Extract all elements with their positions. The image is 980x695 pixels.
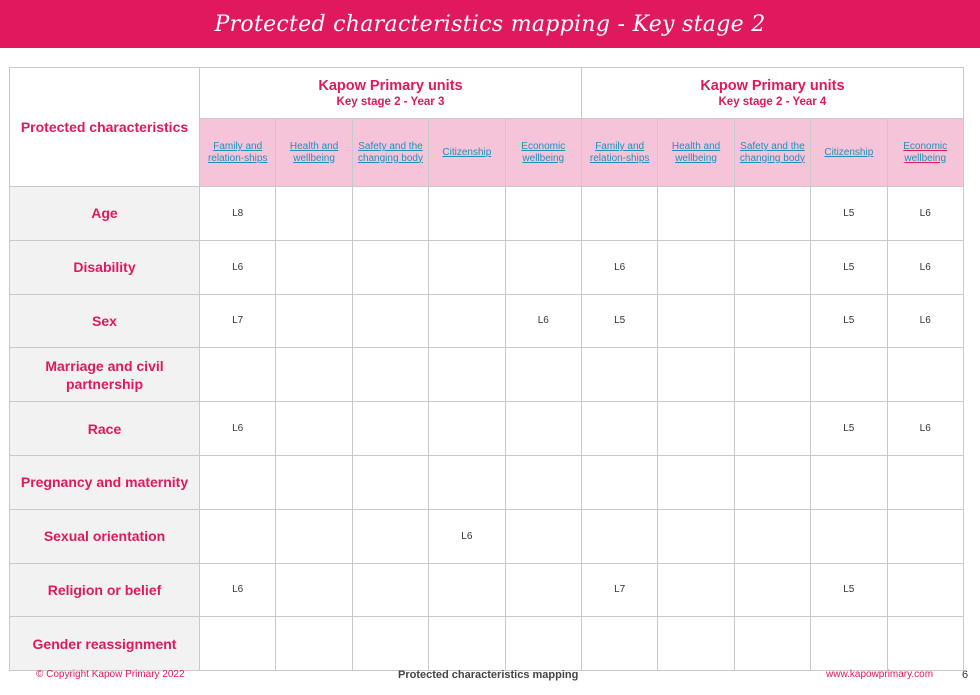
lesson-cell [429,348,505,402]
lesson-cell [734,187,810,241]
year-3-stage: Key stage 2 - [336,95,411,108]
lesson-cell [505,563,581,617]
lesson-cell [429,402,505,456]
year-4-stage-line [582,95,963,109]
row-label: Age [10,187,200,241]
characteristics-mapping-table [9,67,964,671]
year-4-units-title: Kapow Primary units [700,77,845,94]
row-label: Sexual orientation [10,509,200,563]
lesson-cell [429,563,505,617]
lesson-cell [276,294,352,348]
lesson-cell [276,455,352,509]
subject-header-y3-citizenship[interactable] [429,119,505,187]
row-label: Sex [10,294,200,348]
subject-link[interactable]: Family and relation-ships [589,141,650,164]
table-row [10,563,964,617]
lesson-cell [276,563,352,617]
lesson-cell [429,617,505,671]
subject-header-y3-safety[interactable] [352,119,428,187]
subject-header-y4-safety[interactable] [734,119,810,187]
lesson-cell [887,348,963,402]
lesson-cell: L5 [811,402,887,456]
row-label: Race [10,402,200,456]
lesson-cell [505,455,581,509]
subject-link[interactable]: Citizenship [824,146,874,158]
table-row [10,402,964,456]
lesson-cell: L6 [200,563,276,617]
lesson-cell [200,617,276,671]
lesson-cell [887,563,963,617]
lesson-cell [658,455,734,509]
footer-website-link[interactable]: www.kapowprimary.com [826,669,934,680]
lesson-cell [352,240,428,294]
lesson-cell: L5 [581,294,657,348]
row-label: Gender reassignment [10,617,200,671]
lesson-cell: L5 [811,294,887,348]
lesson-cell: L6 [887,187,963,241]
lesson-cell [352,402,428,456]
subject-header-y4-family[interactable] [581,119,657,187]
lesson-cell [811,348,887,402]
lesson-cell [734,455,810,509]
lesson-cell [352,455,428,509]
lesson-cell: L5 [811,240,887,294]
year-4-label: Year 4 [792,95,827,108]
lesson-cell [658,563,734,617]
lesson-cell [200,348,276,402]
lesson-cell [658,240,734,294]
row-label: Disability [10,240,200,294]
lesson-cell: L6 [887,402,963,456]
lesson-cell [352,563,428,617]
lesson-cell [887,455,963,509]
lesson-cell [352,187,428,241]
lesson-cell: L5 [811,563,887,617]
lesson-cell: L7 [200,294,276,348]
table-row [10,617,964,671]
table-row [10,509,964,563]
lesson-cell [734,402,810,456]
subject-header-y3-health[interactable] [276,119,352,187]
year-4-stage: Key stage 2 - [718,95,793,108]
lesson-cell [200,455,276,509]
lesson-cell [734,294,810,348]
subject-link[interactable]: Safety and the changing body [739,141,805,164]
protected-characteristics-header: Protected characteristics [10,68,200,187]
lesson-cell [505,617,581,671]
lesson-cell [734,563,810,617]
footer-copyright: © Copyright Kapow Primary 2022 [36,669,185,680]
lesson-cell [734,617,810,671]
table-row [10,455,964,509]
lesson-cell: L6 [200,240,276,294]
subject-header-y3-economic[interactable] [505,119,581,187]
lesson-cell [276,187,352,241]
lesson-cell [200,509,276,563]
subject-link[interactable]: Citizenship [442,146,492,158]
lesson-cell: L8 [200,187,276,241]
subject-header-y4-citizenship[interactable] [811,119,887,187]
lesson-cell [505,509,581,563]
year-3-label: Year 3 [410,95,445,108]
page-number: 6 [962,669,969,681]
subject-link[interactable]: Family and relation-ships [207,141,268,164]
row-label: Marriage and civil partnership [10,348,200,402]
subject-header-y4-health[interactable] [658,119,734,187]
lesson-cell [276,402,352,456]
lesson-cell [505,240,581,294]
lesson-cell: L6 [429,509,505,563]
lesson-cell [581,348,657,402]
lesson-cell [734,509,810,563]
lesson-cell [658,294,734,348]
subject-link[interactable]: Health and wellbeing [671,141,721,164]
row-label: Pregnancy and maternity [10,455,200,509]
year-3-units-title: Kapow Primary units [318,77,463,94]
lesson-cell [352,617,428,671]
lesson-cell [658,402,734,456]
subject-link[interactable]: Safety and the changing body [357,141,423,164]
lesson-cell [276,240,352,294]
subject-link[interactable]: Economic wellbeing [903,141,948,164]
lesson-cell [811,455,887,509]
lesson-cell: L7 [581,563,657,617]
lesson-cell [734,240,810,294]
lesson-cell [811,617,887,671]
lesson-cell [276,617,352,671]
lesson-cell: L6 [505,294,581,348]
lesson-cell [581,617,657,671]
lesson-cell: L6 [200,402,276,456]
lesson-cell [429,240,505,294]
lesson-cell [581,455,657,509]
lesson-cell [887,617,963,671]
footer-document-title: Protected characteristics mapping [398,669,579,681]
lesson-cell [658,509,734,563]
lesson-cell [581,402,657,456]
lesson-cell [505,187,581,241]
lesson-cell [276,348,352,402]
lesson-cell [887,509,963,563]
table-body [10,187,964,671]
year-4-header [581,68,963,119]
page-title: Protected characteristics mapping - Key stage 2 [214,11,766,37]
subject-header-y3-family[interactable] [200,119,276,187]
subject-header-y4-economic[interactable] [887,119,963,187]
lesson-cell [581,187,657,241]
lesson-cell [429,455,505,509]
table-row [10,187,964,241]
lesson-cell [505,402,581,456]
lesson-cell [276,509,352,563]
lesson-cell [429,294,505,348]
lesson-cell [505,348,581,402]
lesson-cell [352,509,428,563]
lesson-cell: L6 [887,294,963,348]
table-row [10,240,964,294]
row-label: Religion or belief [10,563,200,617]
lesson-cell: L6 [887,240,963,294]
lesson-cell [581,509,657,563]
page-title-banner [0,0,980,48]
lesson-cell [658,348,734,402]
subject-link[interactable]: Economic wellbeing [521,141,566,164]
table-row [10,294,964,348]
lesson-cell [429,187,505,241]
lesson-cell [734,348,810,402]
year-3-header [200,68,582,119]
lesson-cell [811,509,887,563]
subject-link[interactable]: Health and wellbeing [289,141,339,164]
lesson-cell [352,294,428,348]
table-row [10,348,964,402]
lesson-cell: L6 [581,240,657,294]
lesson-cell [658,187,734,241]
year-3-stage-line [200,95,581,109]
lesson-cell [352,348,428,402]
lesson-cell [658,617,734,671]
lesson-cell: L5 [811,187,887,241]
